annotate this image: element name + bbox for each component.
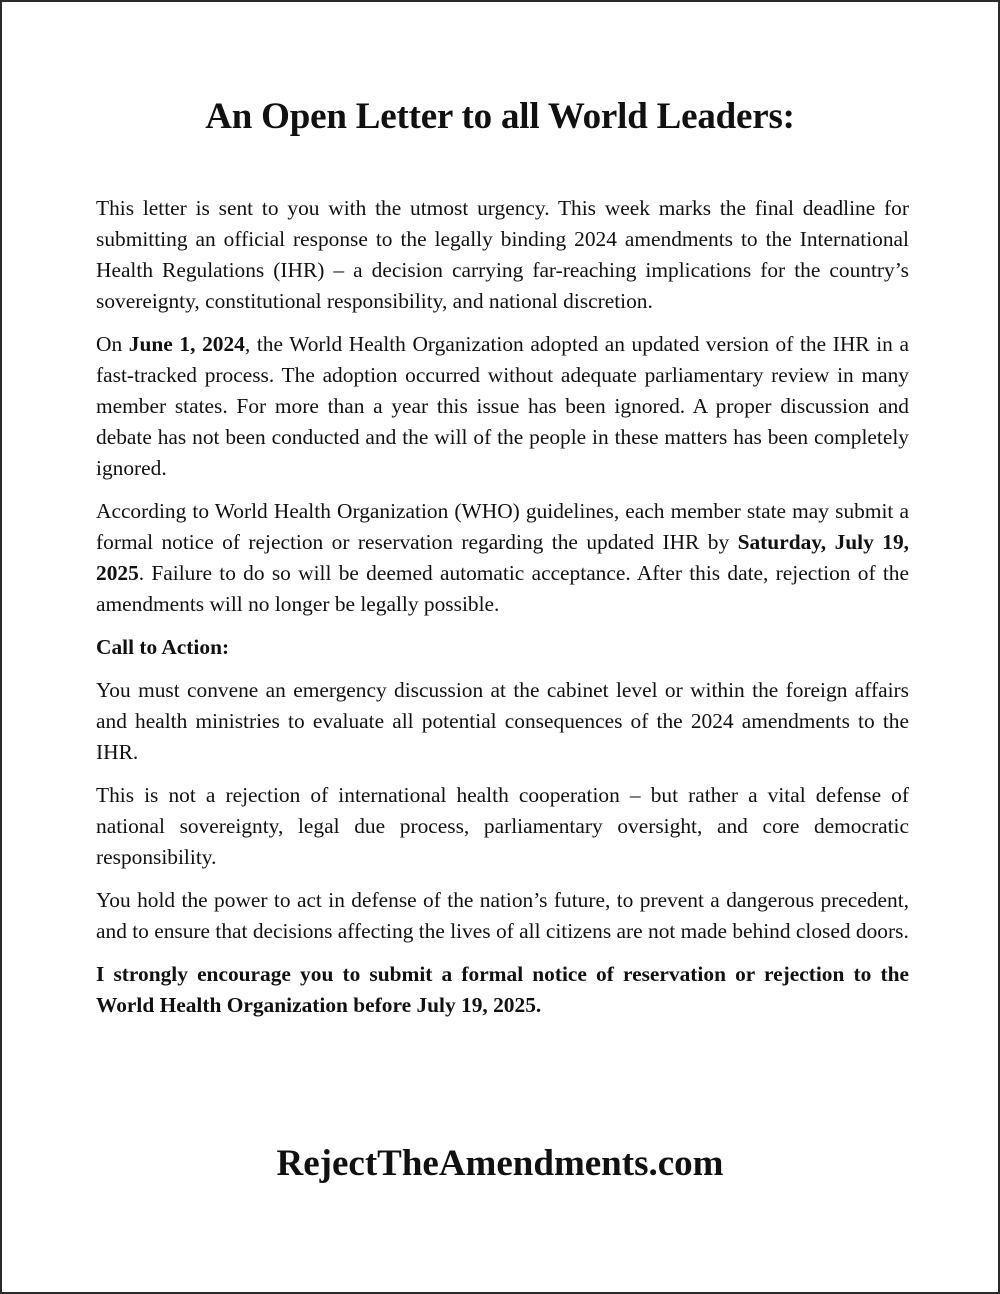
paragraph-not-rejection: This is not a rejection of international health cooperation – but rather a vital defense of national sovereignty, legal due process, parliamentary oversight, and core democratic responsibility. <box>96 783 909 869</box>
closing-statement: I strongly encourage you to submit a formal notice of reservation or rejection to the World Health Organization before July 19, 2025. <box>96 962 909 1017</box>
deadline-date: Saturday, July 19, 2025 <box>96 530 909 585</box>
letter-title: An Open Letter to all World Leaders: <box>205 96 795 137</box>
paragraph-text: This letter is sent to you with the utmost urgency. This week marks the final deadline for submitting an official response to the legally binding 2024 amendments to the International Health Regulations (IHR) – a decision carrying far-reaching implications for the country’s sovereignty, constitutional responsibility, and national discretion. <box>96 196 909 313</box>
paragraph-adoption <box>96 329 909 484</box>
paragraph-text: , the World Health Organization adopted an updated version of the IHR in a fast-tracked process. The adoption occurred without adequate parliamentary review in many member states. For more than a year this issue has been ignored. A proper discussion and debate has not been conducted and the will of the people in these matters has been completely ignored. <box>96 332 909 480</box>
call-to-action-heading: Call to Action: <box>96 635 230 659</box>
paragraph-deadline <box>96 496 909 620</box>
letter-body <box>96 193 909 1021</box>
paragraph-intro <box>96 193 909 317</box>
website-url: RejectTheAmendments.com <box>276 1143 724 1184</box>
paragraph-text: On <box>96 332 129 356</box>
paragraph-hold-power: You hold the power to act in defense of the nation’s future, to prevent a dangerous precedent, and to ensure that decisions affecting the lives of all citizens are not made behind closed doors. <box>96 888 909 943</box>
paragraph-text: . Failure to do so will be deemed automatic acceptance. After this date, rejection of the amendments will no longer be legally possible. <box>96 561 909 616</box>
paragraph-text: According to World Health Organization (WHO) guidelines, each member state may submit a formal notice of rejection or reservation regarding the updated IHR by <box>96 499 909 554</box>
adoption-date: June 1, 2024 <box>128 332 245 356</box>
paragraph-convene: You must convene an emergency discussion at the cabinet level or within the foreign affairs and health ministries to evaluate all potential consequences of the 2024 amendments to the IHR. <box>96 678 909 764</box>
